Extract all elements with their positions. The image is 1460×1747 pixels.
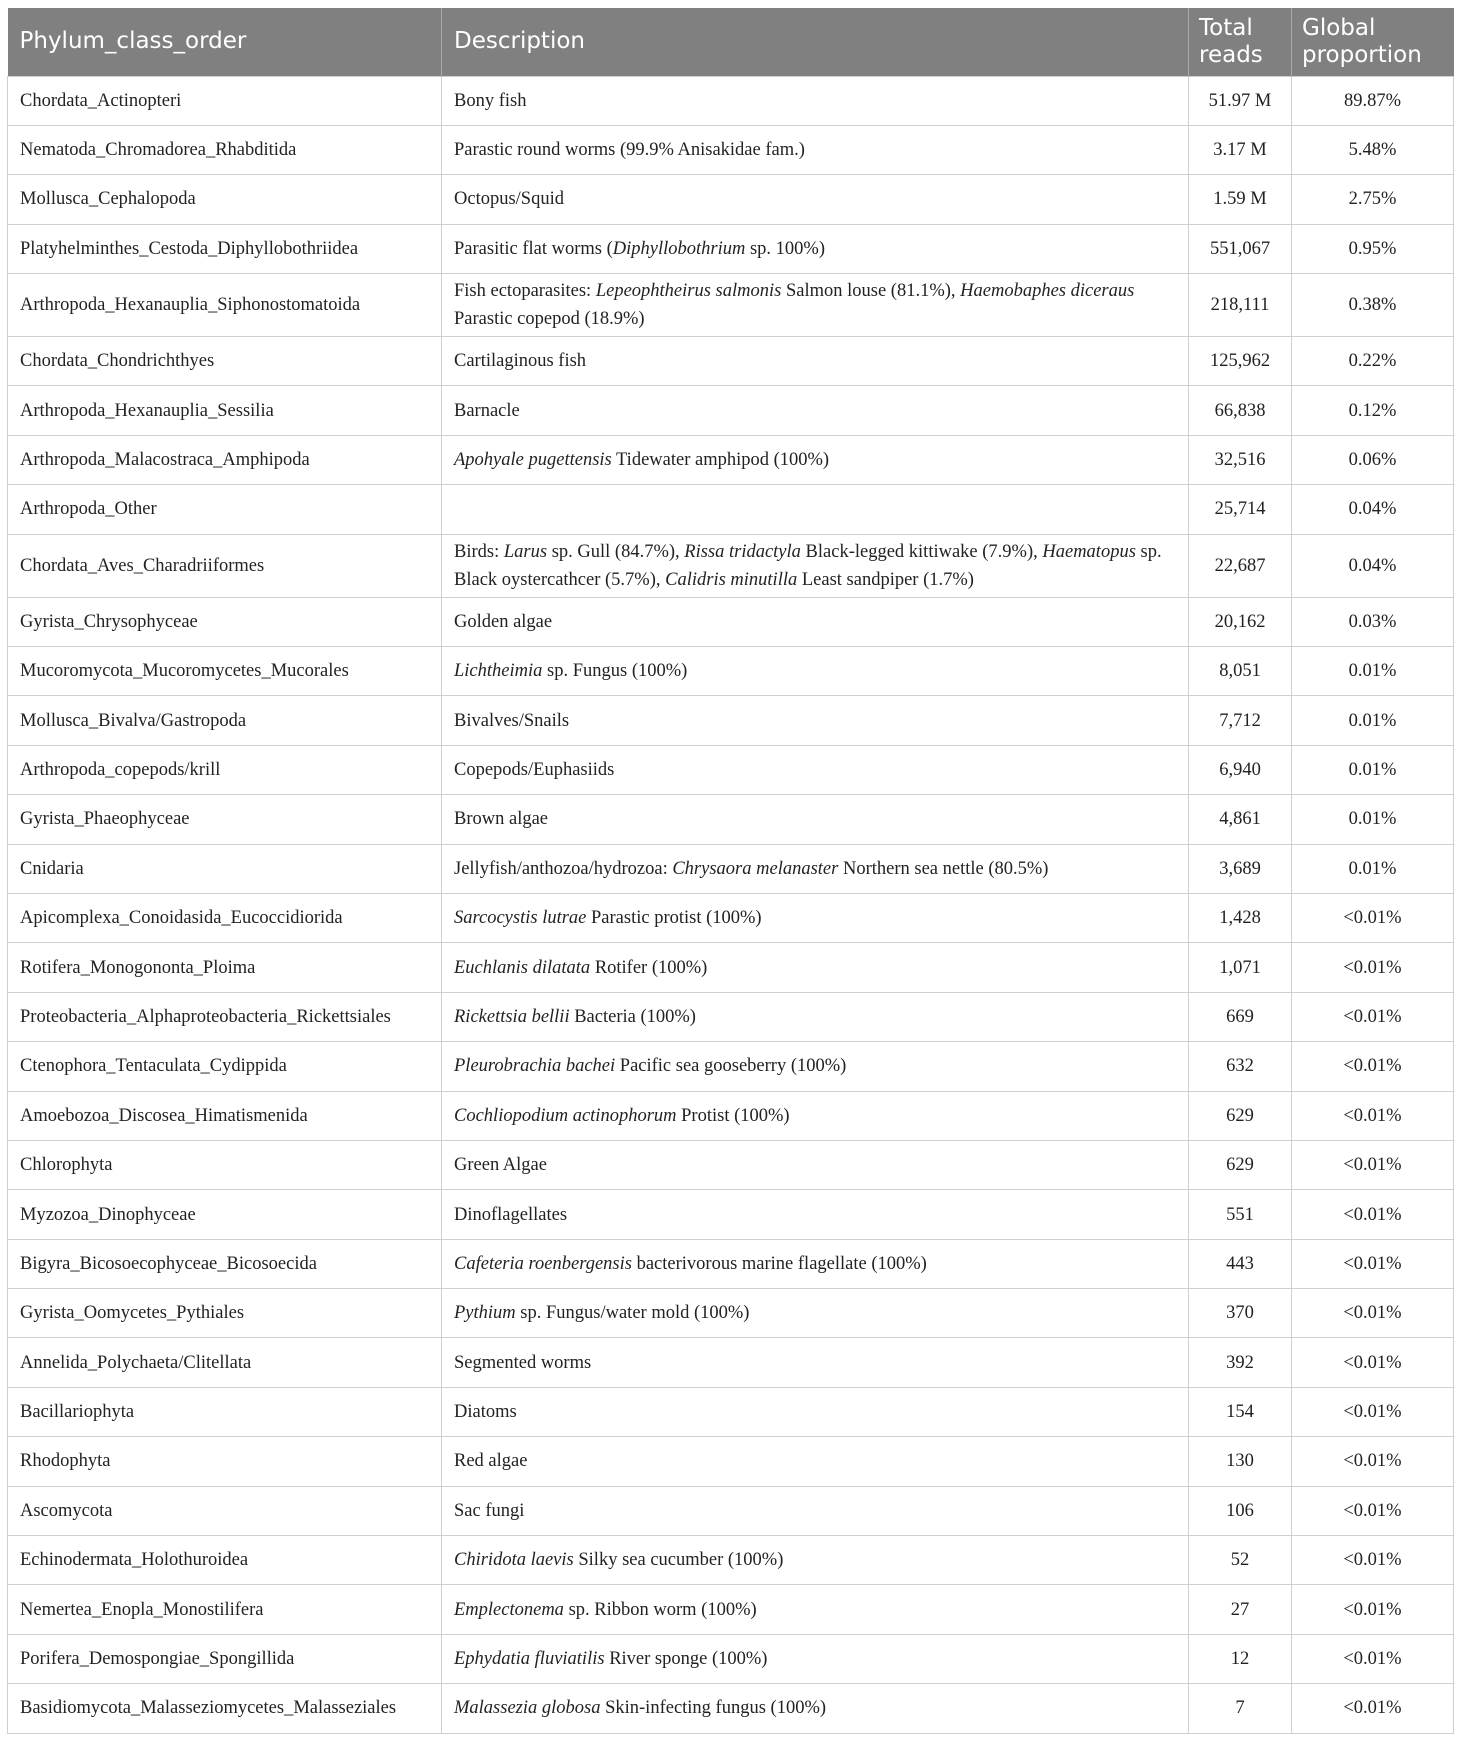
table-row (8, 386, 1454, 435)
cell-global-proportion: 5.48% (1292, 125, 1454, 174)
table-row (8, 1684, 1454, 1733)
cell-description (442, 386, 1189, 435)
cell-description (442, 696, 1189, 745)
description-text: Parasitic flat worms ( (454, 238, 613, 259)
cell-taxon: Chlorophyta (8, 1140, 442, 1189)
cell-taxon: Chordata_Actinopteri (8, 76, 442, 125)
cell-global-proportion: <0.01% (1292, 992, 1454, 1041)
species-name: Calidris minutilla (665, 569, 798, 590)
cell-description (442, 1387, 1189, 1436)
table-row (8, 76, 1454, 125)
description-text: Sac fungi (454, 1500, 525, 1521)
cell-global-proportion: <0.01% (1292, 1486, 1454, 1535)
header-description: Description (442, 8, 1189, 76)
cell-taxon: Arthropoda_Other (8, 485, 442, 534)
cell-description (442, 1239, 1189, 1288)
cell-global-proportion: 0.03% (1292, 597, 1454, 646)
table-body (8, 76, 1454, 1733)
cell-total-reads: 370 (1189, 1289, 1292, 1338)
species-name: Ephydatia fluviatilis (454, 1649, 605, 1670)
cell-taxon: Mollusca_Cephalopoda (8, 175, 442, 224)
cell-taxon: Gyrista_Chrysophyceae (8, 597, 442, 646)
cell-taxon: Bigyra_Bicosoecophyceae_Bicosoecida (8, 1239, 442, 1288)
cell-taxon: Amoebozoa_Discosea_Himatismenida (8, 1091, 442, 1140)
description-text: Silky sea cucumber (100%) (573, 1550, 784, 1571)
table-row (8, 1091, 1454, 1140)
table-row (8, 1585, 1454, 1634)
species-name: Chrysaora melanaster (672, 858, 839, 879)
table-row (8, 1387, 1454, 1436)
description-text: sp. Fungus/water mold (100%) (515, 1303, 750, 1324)
table-row (8, 175, 1454, 224)
cell-description (442, 1140, 1189, 1189)
cell-global-proportion: <0.01% (1292, 1585, 1454, 1634)
description-text: Dinoflagellates (454, 1204, 568, 1225)
header-row (8, 8, 1454, 76)
species-name: Rissa tridactyla (684, 541, 801, 562)
table-row (8, 1289, 1454, 1338)
species-name: Sarcocystis lutrae (454, 908, 587, 929)
cell-description (442, 337, 1189, 386)
species-name: Diphyllobothrium (612, 238, 746, 259)
cell-global-proportion: <0.01% (1292, 1190, 1454, 1239)
cell-total-reads: 106 (1189, 1486, 1292, 1535)
cell-total-reads: 1,071 (1189, 943, 1292, 992)
cell-total-reads: 66,838 (1189, 386, 1292, 435)
table-row (8, 844, 1454, 893)
cell-total-reads: 4,861 (1189, 795, 1292, 844)
cell-total-reads: 27 (1189, 1585, 1292, 1634)
table-row (8, 795, 1454, 844)
species-name: Chiridota laevis (454, 1550, 574, 1571)
table-row (8, 597, 1454, 646)
description-text: Parastic protist (100%) (586, 908, 762, 929)
cell-global-proportion: <0.01% (1292, 1338, 1454, 1387)
cell-description (442, 893, 1189, 942)
cell-taxon: Gyrista_Oomycetes_Pythiales (8, 1289, 442, 1338)
table-row (8, 992, 1454, 1041)
table-row (8, 125, 1454, 174)
cell-total-reads: 22,687 (1189, 534, 1292, 597)
species-name: Larus (503, 541, 548, 562)
species-name: Rickettsia bellii (454, 1006, 570, 1027)
cell-description (442, 1437, 1189, 1486)
description-text: Rotifer (100%) (590, 957, 708, 978)
cell-total-reads: 32,516 (1189, 435, 1292, 484)
cell-total-reads: 6,940 (1189, 745, 1292, 794)
description-text: Green Algae (454, 1155, 547, 1176)
description-text: Cartilaginous fish (454, 351, 587, 372)
description-text: River sponge (100%) (604, 1649, 768, 1670)
cell-description (442, 1338, 1189, 1387)
cell-global-proportion: <0.01% (1292, 1437, 1454, 1486)
description-text: Protist (100%) (676, 1105, 790, 1126)
cell-total-reads: 51.97 M (1189, 76, 1292, 125)
cell-taxon: Cnidaria (8, 844, 442, 893)
species-name: Haematopus (1042, 541, 1136, 562)
species-name: Haemobaphes diceraus (960, 281, 1135, 302)
cell-taxon: Bacillariophyta (8, 1387, 442, 1436)
cell-total-reads: 551,067 (1189, 224, 1292, 273)
cell-global-proportion: <0.01% (1292, 1289, 1454, 1338)
table-row (8, 1140, 1454, 1189)
cell-description (442, 76, 1189, 125)
cell-global-proportion: <0.01% (1292, 943, 1454, 992)
species-name: Cochliopodium actinophorum (454, 1105, 677, 1126)
cell-total-reads: 3,689 (1189, 844, 1292, 893)
description-text: Salmon louse (81.1%), (781, 281, 961, 302)
cell-global-proportion: 0.04% (1292, 485, 1454, 534)
cell-taxon: Proteobacteria_Alphaproteobacteria_Rickettsiales (8, 992, 442, 1041)
description-text: Red algae (454, 1451, 528, 1472)
cell-total-reads: 632 (1189, 1042, 1292, 1091)
cell-description (442, 844, 1189, 893)
table-row (8, 943, 1454, 992)
cell-description (442, 485, 1189, 534)
cell-total-reads: 20,162 (1189, 597, 1292, 646)
cell-description (442, 1634, 1189, 1683)
cell-description (442, 1536, 1189, 1585)
cell-total-reads: 154 (1189, 1387, 1292, 1436)
cell-global-proportion: 0.01% (1292, 745, 1454, 794)
cell-global-proportion: <0.01% (1292, 1239, 1454, 1288)
cell-description (442, 647, 1189, 696)
cell-taxon: Nemertea_Enopla_Monostilifera (8, 1585, 442, 1634)
cell-global-proportion: 0.01% (1292, 844, 1454, 893)
species-name: Pleurobrachia bachei (454, 1056, 616, 1077)
table-row (8, 1190, 1454, 1239)
cell-total-reads: 551 (1189, 1190, 1292, 1239)
cell-total-reads: 1.59 M (1189, 175, 1292, 224)
cell-taxon: Chordata_Chondrichthyes (8, 337, 442, 386)
description-text: Copepods/Euphasiids (454, 759, 615, 780)
cell-description (442, 745, 1189, 794)
cell-global-proportion: <0.01% (1292, 1042, 1454, 1091)
cell-global-proportion: <0.01% (1292, 1091, 1454, 1140)
table-row (8, 1437, 1454, 1486)
description-text: Tidewater amphipod (100%) (611, 450, 830, 471)
cell-description (442, 795, 1189, 844)
cell-total-reads: 12 (1189, 1634, 1292, 1683)
description-text: Black-legged kittiwake (7.9%), (800, 541, 1043, 562)
species-name: Cafeteria roenbergensis (454, 1253, 632, 1274)
cell-total-reads: 443 (1189, 1239, 1292, 1288)
cell-global-proportion: 0.22% (1292, 337, 1454, 386)
cell-description (442, 943, 1189, 992)
description-text: sp. Fungus (100%) (542, 661, 688, 682)
description-text: Skin-infecting fungus (100%) (600, 1698, 827, 1719)
taxa-read-table (7, 8, 1454, 1734)
description-text: Brown algae (454, 809, 549, 830)
cell-global-proportion: <0.01% (1292, 1140, 1454, 1189)
cell-global-proportion: 0.06% (1292, 435, 1454, 484)
cell-global-proportion: 0.95% (1292, 224, 1454, 273)
cell-global-proportion: <0.01% (1292, 1536, 1454, 1585)
cell-total-reads: 3.17 M (1189, 125, 1292, 174)
description-text: Bacteria (100%) (569, 1006, 696, 1027)
cell-global-proportion: <0.01% (1292, 893, 1454, 942)
taxa-table-container (7, 8, 1453, 1734)
cell-total-reads: 8,051 (1189, 647, 1292, 696)
cell-description (442, 534, 1189, 597)
cell-total-reads: 218,111 (1189, 274, 1292, 337)
cell-global-proportion: 0.38% (1292, 274, 1454, 337)
cell-description (442, 1289, 1189, 1338)
cell-taxon: Annelida_Polychaeta/Clitellata (8, 1338, 442, 1387)
description-text: Fish ectoparasites: (454, 281, 596, 302)
cell-global-proportion: 0.04% (1292, 534, 1454, 597)
description-text: Bivalves/Snails (454, 710, 570, 731)
cell-taxon: Apicomplexa_Conoidasida_Eucoccidiorida (8, 893, 442, 942)
description-text: Jellyfish/anthozoa/hydrozoa: (454, 858, 673, 879)
cell-taxon: Rhodophyta (8, 1437, 442, 1486)
description-text: sp. Black oystercathcer (5.7%), (454, 541, 1162, 590)
cell-description (442, 597, 1189, 646)
description-text: Birds: (454, 541, 504, 562)
cell-total-reads: 25,714 (1189, 485, 1292, 534)
table-row (8, 1239, 1454, 1288)
cell-global-proportion: 89.87% (1292, 76, 1454, 125)
table-row (8, 893, 1454, 942)
table-row (8, 534, 1454, 597)
cell-global-proportion: <0.01% (1292, 1684, 1454, 1733)
table-row (8, 337, 1454, 386)
cell-description (442, 1091, 1189, 1140)
cell-total-reads: 7 (1189, 1684, 1292, 1733)
description-text: sp. 100%) (745, 238, 825, 259)
description-text: bacterivorous marine flagellate (100%) (631, 1253, 927, 1274)
cell-global-proportion: <0.01% (1292, 1387, 1454, 1436)
cell-description (442, 125, 1189, 174)
table-row (8, 1536, 1454, 1585)
cell-total-reads: 669 (1189, 992, 1292, 1041)
description-text: Diatoms (454, 1402, 517, 1423)
description-text: Segmented worms (454, 1352, 592, 1373)
description-text: sp. Gull (84.7%), (547, 541, 685, 562)
cell-description (442, 1190, 1189, 1239)
species-name: Apohyale pugettensis (454, 450, 612, 471)
header-phylum-class-order: Phylum_class_order (8, 8, 442, 76)
cell-total-reads: 629 (1189, 1140, 1292, 1189)
description-text: Parastic round worms (99.9% Anisakidae fam.) (454, 140, 805, 161)
description-text: Golden algae (454, 611, 553, 632)
cell-global-proportion: 0.01% (1292, 696, 1454, 745)
description-text: Pacific sea gooseberry (100%) (615, 1056, 847, 1077)
description-text: Octopus/Squid (454, 189, 564, 210)
cell-taxon: Porifera_Demospongiae_Spongillida (8, 1634, 442, 1683)
cell-taxon: Arthropoda_Hexanauplia_Siphonostomatoida (8, 274, 442, 337)
cell-taxon: Platyhelminthes_Cestoda_Diphyllobothriidea (8, 224, 442, 273)
cell-description (442, 274, 1189, 337)
cell-global-proportion: 2.75% (1292, 175, 1454, 224)
description-text: Barnacle (454, 400, 520, 421)
cell-taxon: Nematoda_Chromadorea_Rhabditida (8, 125, 442, 174)
table-row (8, 485, 1454, 534)
species-name: Lepeophtheirus salmonis (595, 281, 782, 302)
species-name: Lichtheimia (454, 661, 543, 682)
cell-global-proportion: 0.01% (1292, 647, 1454, 696)
cell-global-proportion: <0.01% (1292, 1634, 1454, 1683)
species-name: Euchlanis dilatata (454, 957, 591, 978)
cell-global-proportion: 0.12% (1292, 386, 1454, 435)
cell-total-reads: 392 (1189, 1338, 1292, 1387)
table-row (8, 1634, 1454, 1683)
species-name: Pythium (454, 1303, 516, 1324)
cell-taxon: Rotifera_Monogononta_Ploima (8, 943, 442, 992)
cell-description (442, 1042, 1189, 1091)
header-total-reads: Total reads (1189, 8, 1292, 76)
cell-description (442, 1486, 1189, 1535)
cell-taxon: Arthropoda_copepods/krill (8, 745, 442, 794)
description-text: Least sandpiper (1.7%) (797, 569, 974, 590)
cell-taxon: Ascomycota (8, 1486, 442, 1535)
table-row (8, 696, 1454, 745)
table-row (8, 1338, 1454, 1387)
table-row (8, 745, 1454, 794)
table-row (8, 1486, 1454, 1535)
cell-taxon: Chordata_Aves_Charadriiformes (8, 534, 442, 597)
cell-total-reads: 130 (1189, 1437, 1292, 1486)
table-row (8, 647, 1454, 696)
table-row (8, 224, 1454, 273)
description-text: Bony fish (454, 90, 527, 111)
cell-taxon: Mollusca_Bivalva/Gastropoda (8, 696, 442, 745)
cell-taxon: Myzozoa_Dinophyceae (8, 1190, 442, 1239)
table-row (8, 274, 1454, 337)
table-row (8, 435, 1454, 484)
cell-taxon: Mucoromycota_Mucoromycetes_Mucorales (8, 647, 442, 696)
cell-taxon: Arthropoda_Hexanauplia_Sessilia (8, 386, 442, 435)
cell-description (442, 224, 1189, 273)
description-text: Northern sea nettle (80.5%) (838, 858, 1049, 879)
header-global-proportion: Global proportion (1292, 8, 1454, 76)
cell-description (442, 175, 1189, 224)
table-row (8, 1042, 1454, 1091)
cell-total-reads: 125,962 (1189, 337, 1292, 386)
table-header (8, 8, 1454, 76)
description-text: Parastic copepod (18.9%) (454, 309, 645, 330)
cell-taxon: Echinodermata_Holothuroidea (8, 1536, 442, 1585)
cell-global-proportion: 0.01% (1292, 795, 1454, 844)
cell-taxon: Ctenophora_Tentaculata_Cydippida (8, 1042, 442, 1091)
species-name: Emplectonema (454, 1599, 564, 1620)
species-name: Malassezia globosa (454, 1698, 601, 1719)
cell-total-reads: 7,712 (1189, 696, 1292, 745)
cell-taxon: Arthropoda_Malacostraca_Amphipoda (8, 435, 442, 484)
cell-description (442, 435, 1189, 484)
description-text: sp. Ribbon worm (100%) (563, 1599, 757, 1620)
cell-taxon: Basidiomycota_Malasseziomycetes_Malasseziales (8, 1684, 442, 1733)
cell-description (442, 992, 1189, 1041)
cell-taxon: Gyrista_Phaeophyceae (8, 795, 442, 844)
cell-description (442, 1684, 1189, 1733)
cell-total-reads: 52 (1189, 1536, 1292, 1585)
cell-total-reads: 1,428 (1189, 893, 1292, 942)
cell-total-reads: 629 (1189, 1091, 1292, 1140)
cell-description (442, 1585, 1189, 1634)
